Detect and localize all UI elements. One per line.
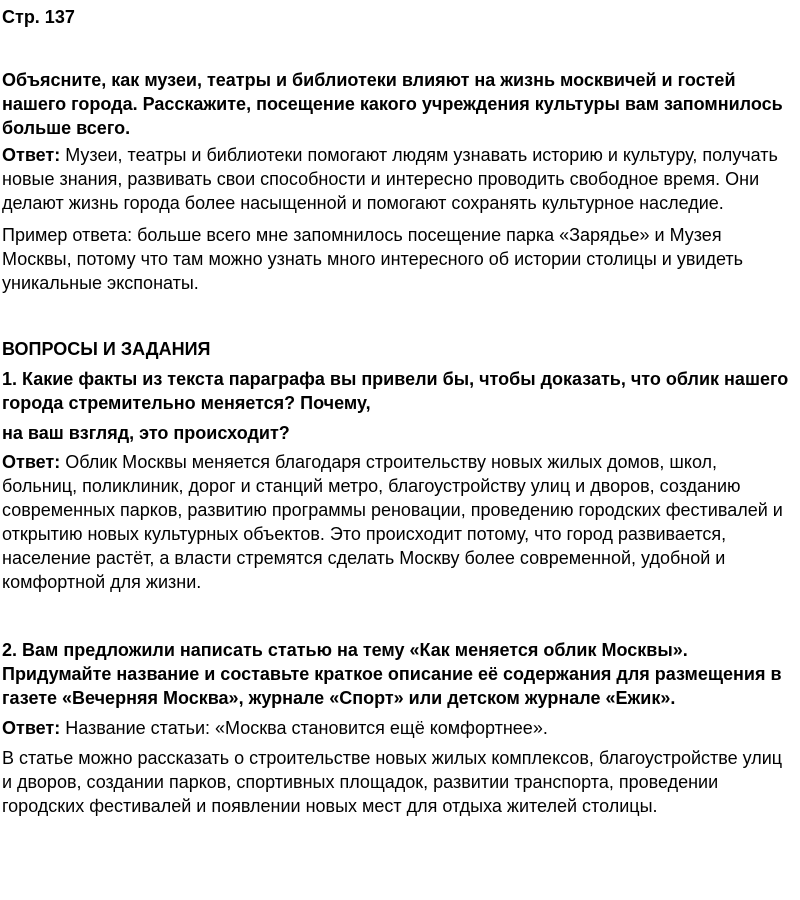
intro-question: Объясните, как музеи, театры и библиотеки влияют на жизнь москвичей и гостей нашего города. Расскажите, посещение какого учреждения культуры вам запомнилось больше всего. (2, 70, 783, 138)
answer-label: Ответ: (2, 452, 61, 472)
section-title: ВОПРОСЫ И ЗАДАНИЯ (2, 339, 211, 359)
intro-example: Пример ответа: больше всего мне запомнилось посещение парка «Зарядье» и Музея Москвы, потому что там можно узнать много интересного об истории столицы и увидеть уникальные экспонаты. (2, 225, 743, 293)
question-2-description: В статье можно рассказать о строительстве новых жилых комплексов, благоустройстве улиц и дворов, создании парков, спортивных площадок, развитии транспорта, проведении городских фестивалей и появлении новых мест для отдыха жителей столицы. (2, 748, 783, 816)
question-1: 1. Какие факты из текста параграфа вы привели бы, чтобы доказать, что облик нашего города стремительно меняется? Почему, (2, 369, 789, 413)
question-2-answer (2, 716, 794, 740)
page-number: Стр. 137 (2, 7, 75, 27)
answer-text: Облик Москвы меняется благодаря строительству новых жилых домов, школ, больниц, поликлиник, дорог и станций метро, благоустройству улиц и дворов, созданию современных парков, развитию программы реновации, проведению городских фестивалей и открытию новых культурных объектов. Это происходит потому, что город развивается, население растёт, а власти стремятся сделать Москву более современной, удобной и комфортной для жизни. (2, 452, 783, 592)
question-1-continued: на ваш взгляд, это происходит? (2, 423, 290, 443)
question-1-answer (2, 450, 794, 594)
answer-text: Название статьи: «Москва становится ещё комфортнее». (60, 718, 548, 738)
question-2: 2. Вам предложили написать статью на тему «Как меняется облик Москвы». Придумайте название и составьте краткое описание её содержания для размещения в газете «Вечерняя Москва», журнале «Спорт» или детском журнале «Ежик». (2, 640, 782, 708)
answer-label: Ответ: (2, 145, 61, 165)
answer-label: Ответ: (2, 718, 61, 738)
answer-text: Музеи, театры и библиотеки помогают людям узнавать историю и культуру, получать новые знания, развивать свои способности и интересно проводить свободное время. Они делают жизнь города более насыщенной и помогают сохранять культурное наследие. (2, 145, 778, 213)
intro-answer (2, 143, 794, 215)
